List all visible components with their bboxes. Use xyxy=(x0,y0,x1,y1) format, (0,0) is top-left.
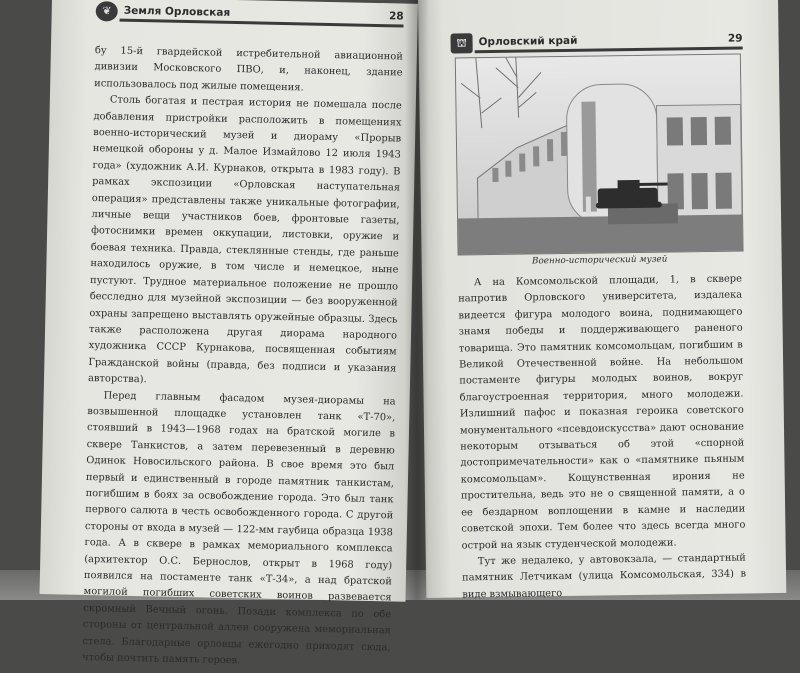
header-rule xyxy=(120,19,404,28)
left-page xyxy=(40,0,418,667)
paragraph: бу 15-й гвардейской истребительной авиационной дивизии Московского ПВО, и, наконец, здание использовалось под жилые помещения. xyxy=(94,45,403,94)
regional-emblem-icon: ❦ xyxy=(96,1,118,21)
book-spine-shadow xyxy=(405,0,429,600)
right-page xyxy=(418,0,786,601)
page-number: 28 xyxy=(388,10,404,23)
museum-photo xyxy=(455,53,744,255)
left-page-header xyxy=(95,1,403,29)
paragraph: Столь богатая и пестрая история не помешала после добавления пристройки расположить в помещениях военно-исторический музей и диораму «Прорыв немецкой обороны у д. Малое Измайлово 12 июля 1943 года» (художник А.И. Курнаков, открыта в 1983 году). В рамках экспозиции «Орловская наступательная операция» представлены также уникальные фотографии, личные вещи участников боев, фронтовые газеты, фотоснимки времен оккупации, листовки, оружие и боевая техника. Правда, стеклянные стенды, где раньше находилось оружие, в том числе и немецкое, ныне пустуют. Трудное материальное положение не прошло бесследно для музейной экспозиции — без вооруженной охраны запрещено выставлять оружейные образцы. Здесь также расположена другая диорама народного художника СССР Курнакова, посвященная событиям Гражданской войны (правда, без подписи и указания авторства). xyxy=(87,94,402,386)
paragraph: Тут же недалеко, у автовокзала, — стандартный памятник Летчикам (улица Комсомольская, 334) в виде взмывающего xyxy=(462,552,747,601)
paragraph: А на Комсомольской площади, 1, в сквере напротив Орловского университета, издалека видеется фигура молодого воина, поднимающего знамя победы и поддерживающего раненого товарища. Это памятник комсомольцам, погибшим в Великой Отечественной войне. На небольшом постаменте фигуры молодых воинов, вокруг благоустроенная территория, много молодежи. Излишний пафос и показная героика советского монументального «псевдоискусства» дают основание некоторым отзываться об этой «спорной достопримечательности» как о «памятнике пьяным комсомольцам». Кощунственная ирония не простительна, ведь это не о священной памяти, а о ее бездарном воплощении в камне и наследии советской эпохи. Тем более что здесь всегда много острой на язык студенческой молодежи. xyxy=(458,273,746,551)
running-title: Орловский край xyxy=(478,34,578,49)
museum-photo-illustration xyxy=(456,55,743,255)
coat-of-arms-icon: ⛫ xyxy=(450,33,472,53)
left-page-body xyxy=(82,43,403,673)
running-title: Земля Орловская xyxy=(123,4,231,19)
page-number: 29 xyxy=(727,32,743,45)
right-page-body xyxy=(458,272,747,604)
photo-caption: Военно-исторический музей xyxy=(531,254,668,267)
right-page-header xyxy=(450,29,742,55)
paragraph: Перед главным фасадом музея-диорамы на возвышенной площадке установлен танк «Т-70», стоявший в 1943—1968 годах на братской могиле в сквере Танкистов, а затем перевезенный в деревню Одинок Новосильского района. В свое время это был первый и единственный в городе памятник танкистам, погибшим в боях за освобождение города. Это был танк первого салюта в честь освобожденного города. С другой стороны от входа в музей — 122-мм гаубица образца 1938 года. А в сквере в рамках мемориального комплекса (архитектор О.С. Бернослов, открыт в 1968 году) появился на постаменте танк «Т-34», а над братской могилой погибших советских воинов развевается скромный Вечный огонь. Позади комплекса по обе стороны от центральной аллеи сооружена мемориальная стела. Благодарные орловцы ежегодно приходят сюда, чтобы почтить память героев. xyxy=(82,389,396,667)
